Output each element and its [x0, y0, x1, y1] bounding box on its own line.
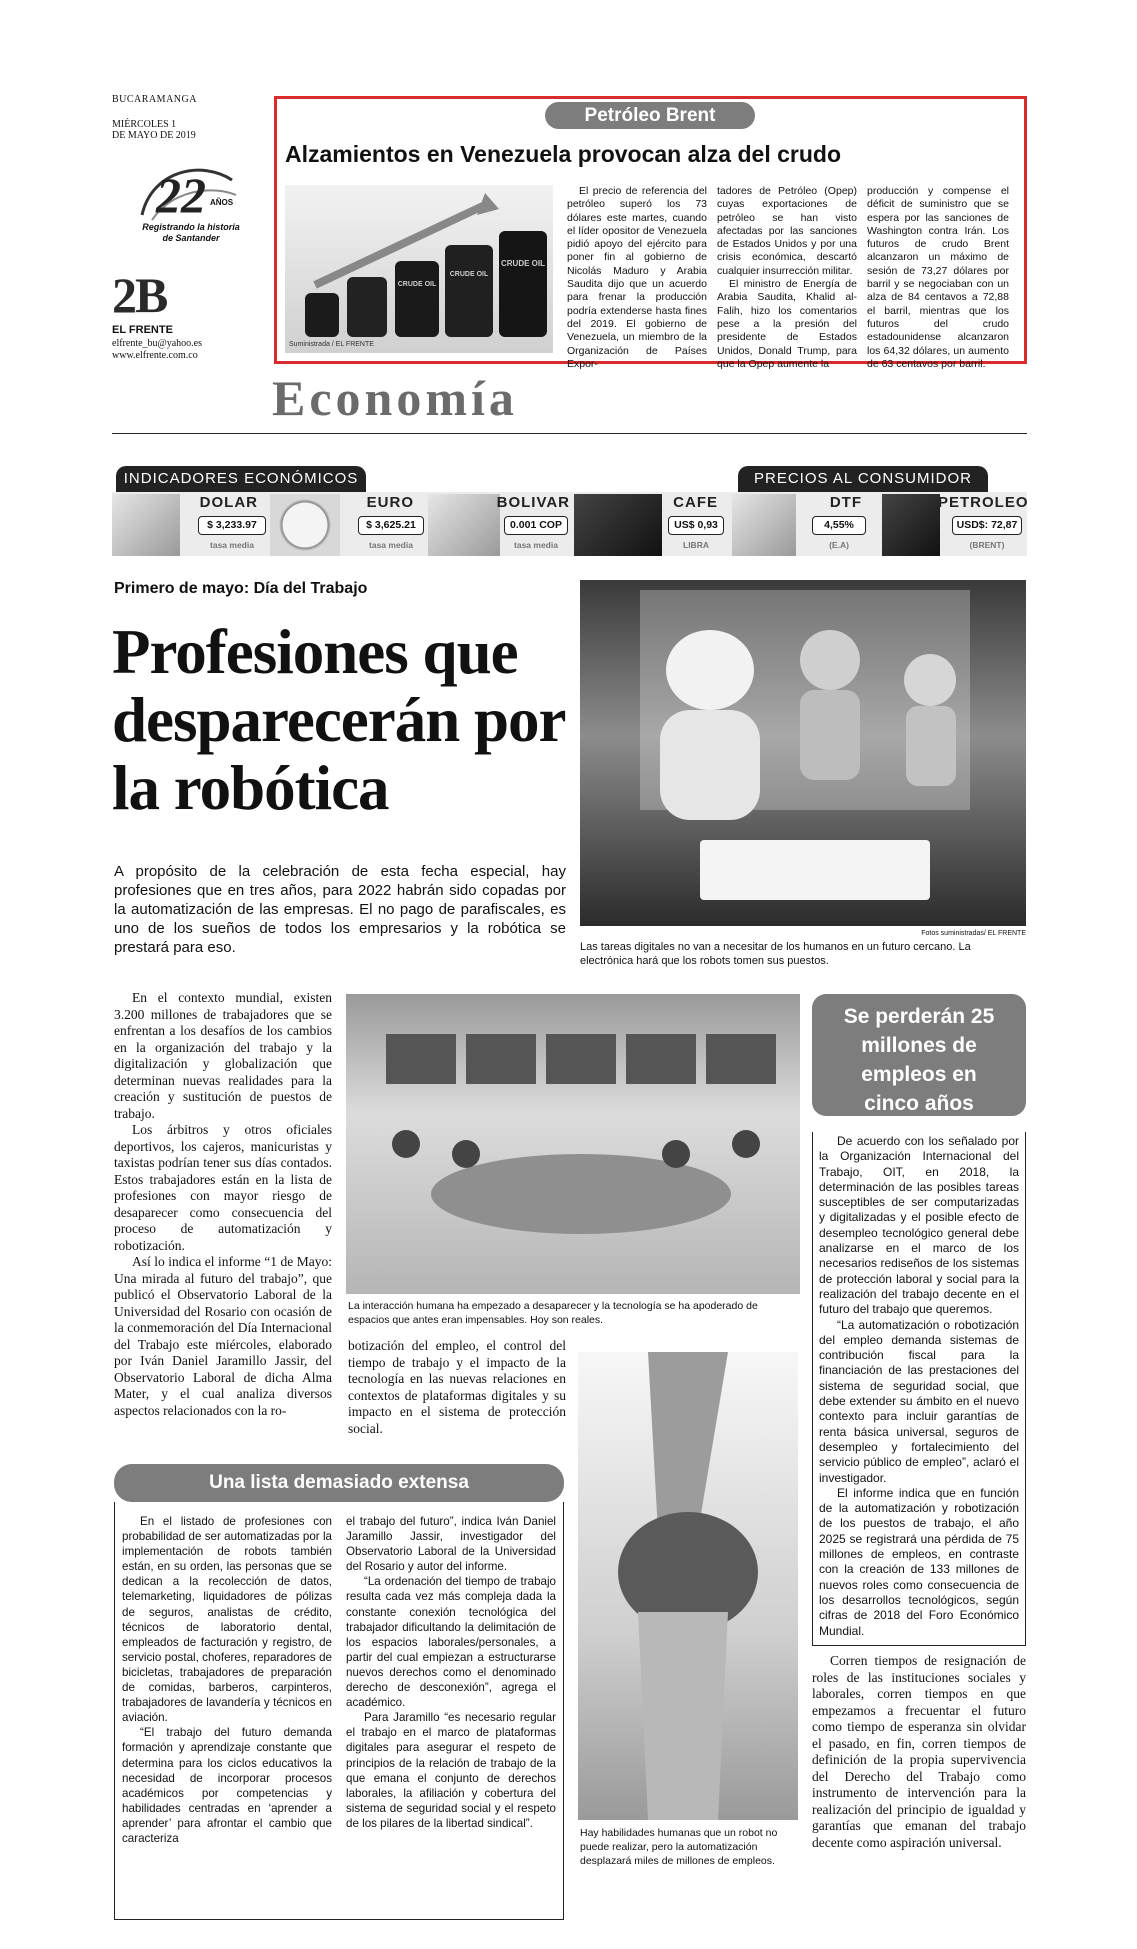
- article-col-2-text: botización del empleo, el control del tiempo de trabajo y el impacto de la tecnología en las nuevas relaciones en contextos de plataformas digitales y su impacto en el sistema de protección social.: [348, 1338, 566, 1436]
- city: BUCARAMANGA: [112, 94, 197, 105]
- handshake-photo: [578, 1352, 798, 1820]
- list-left-p1: En el listado de profesiones con probabilidad de ser automatizadas por la implementación de robots también están, en su orden, las personas que se dedican a la recolección de datos, telemarketing, liquidadores de pólizas de seguros, analistas de crédito, técnicos de laboratorio dental, empleados de facturación y registro, de servicio postal, choferes, reparadores de bicicletas, trabajadores de preparación de comidas, barberos, carpinteros, trabajadores de lavandería y técnicos en aviación.: [122, 1515, 332, 1725]
- coffee-sub: LIBRA: [683, 540, 709, 550]
- article-col-2-continuation: [348, 1338, 566, 1437]
- sidebar-p1: De acuerdo con los señalado por la Organización Internacional del Trabajo, OIT, en 2018, la determinación de las posibles tareas susceptibles de ser computarizadas y digitalizadas y el posible efecto de desempleo tecnológico general debe analizarse en el marco de los necesarios rediseños de los sistemas de protección laboral y social para la realización del trabajo decente en el futuro del trabajo que queremos.: [819, 1134, 1019, 1317]
- anniversary-tag-1: Registrando la historia: [142, 222, 240, 232]
- date-line-2: DE MAYO DE 2019: [112, 130, 196, 141]
- robot-human-handshake-icon: [578, 1352, 798, 1820]
- sidebar-title: Se perderán 25 millones de empleos en cinco años: [812, 994, 1026, 1116]
- brent-headline: Alzamientos en Venezuela provocan alza del crudo: [285, 141, 841, 167]
- dtf-sub: (E.A): [829, 540, 849, 550]
- brent-image-credit: Suministrada / EL FRENTE: [289, 341, 374, 348]
- oil-sub: (BRENT): [969, 540, 1005, 550]
- brent-col-2: [717, 185, 857, 371]
- brent-col-1-text: El precio de referencia del petróleo superó los 73 dólares este martes, cuando el líder opositor de Venezuela pidió apoyo del ejército para poner fin al gobierno de Nicolás Maduro y Arabia Saudita dijo que un acuerdo para frenar la producción podría extenderse hasta fines del 2019. El gobierno de Venezuela, un miembro de la Organización de Países Expor-: [567, 185, 707, 370]
- dollar-label: DOLAR: [199, 494, 258, 511]
- list-box-title: Una lista demasiado extensa: [114, 1464, 564, 1502]
- anniversary-logo: [132, 160, 242, 250]
- kicker: Primero de mayo: Día del Trabajo: [114, 580, 368, 597]
- article-col-1-p3: Así lo indica el informe “1 de Mayo: Una mirada al futuro del trabajo”, que publicó el Observatorio Laboral de la Universidad del Rosario con ocasión de la conmemoración del Día Internacional del Trabajo este miércoles, elaborado por Iván Daniel Jaramillo Jassir, del Observatorio Laboral de dicha Alma Mater, y el cual analiza diversos aspectos relacionados con la ro-: [114, 1254, 332, 1418]
- oil-image: [882, 494, 940, 556]
- brent-col-1: [567, 185, 707, 371]
- sidebar-body: [812, 1132, 1026, 1646]
- robots-photo-credit: Fotos suministradas/ EL FRENTE: [921, 930, 1026, 937]
- bolivar-image: [428, 494, 500, 556]
- euro-sub: tasa media: [369, 540, 413, 550]
- bolivar-sub: tasa media: [514, 540, 558, 550]
- list-left-p2: “El trabajo del futuro demanda formación y aprendizaje constante que determina para los ciclos educativos la necesidad de incorporar procesos académicos por competencias y habilidades centradas en ‘aprender a aprender’ para afrontar el cambio que caracteriza: [122, 1726, 332, 1845]
- brent-image: [285, 185, 553, 353]
- brent-tag: Petróleo Brent: [545, 102, 755, 129]
- bolivar-value: 0.001 COP: [504, 516, 568, 535]
- dollar-image: [112, 494, 180, 556]
- barrel-label-3: CRUDE OIL: [501, 259, 545, 268]
- brent-col-2-p1: tadores de Petróleo (Opep) cuyas exportaciones de petróleo se han visto afectadas por las sanciones de Estados Unidos y por una crisis económica, descartó cualquier insurrección militar.: [717, 185, 857, 277]
- page-number: 2B: [112, 267, 167, 323]
- list-col-right: [346, 1514, 556, 1831]
- brand-website[interactable]: www.elfrente.com.co: [112, 350, 198, 361]
- sidebar-closing: [812, 1653, 1026, 1851]
- list-col-left: [122, 1514, 332, 1846]
- robots-photo-caption: Las tareas digitales no van a necesitar de los humanos en un futuro cercano. La electrónica hará que los robots tomen sus puestos.: [580, 941, 971, 967]
- oil-barrels-chart-icon: [285, 185, 553, 353]
- indicators-right-title: PRECIOS AL CONSUMIDOR: [738, 466, 988, 492]
- list-right-p1: el trabajo del futuro”, indica Iván Daniel Jaramillo Jassir, investigador del Observatorio Laboral de la Universidad del Rosario y autor del informe.: [346, 1515, 556, 1574]
- dollar-sub: tasa media: [210, 540, 254, 550]
- meeting-photo: [346, 994, 800, 1294]
- anniversary-number: 22: [156, 167, 206, 223]
- barrel-label-1: CRUDE OIL: [397, 281, 437, 288]
- oil-label: PETROLEO: [938, 494, 1029, 511]
- brent-col-2-p2: El ministro de Energía de Arabia Saudita, Khalid al-Falih, hizo los comentarios pese a la presión del presidente de Estados Unidos, Donald Trump, para que la Opep aumente la: [717, 278, 857, 370]
- sidebar-p4: Corren tiempos de resignación de roles de las instituciones sociales y laborales, corren tiempos en que empezamos a frecuentar el futuro como tiempo de esperanza sin olvidar el pasado, en fin, corren tiempos de definición de la propia supervivencia del Derecho del Trabajo como instrumento de intervención para la realización del principio de igualdad y garantías que emanan del trabajo decente como aspiración universal.: [812, 1653, 1026, 1850]
- brand-email[interactable]: elfrente_bu@yahoo.es: [112, 338, 203, 349]
- brent-box: [274, 96, 1027, 370]
- coffee-label: CAFE: [673, 494, 718, 511]
- brent-col-3-text: producción y compense el déficit de suministro que se espera por las sanciones de Washington contra Irán. Los futuros de crudo Brent alcanzaron un máximo de sesión de 73,27 dólares por barril y se negociaban con un alza de 84 centavos a 72,88 el barril, mientras que los futuros del crudo estadounidense alcanzaron los 64,32 dólares, un aumento de 63 centavos por barril.: [867, 185, 1009, 370]
- oil-value: USD$: 72,87: [952, 516, 1022, 535]
- handshake-photo-caption: Hay habilidades humanas que un robot no puede realizar, pero la automatización desplazará miles de millones de empleos.: [580, 1827, 778, 1867]
- euro-image: [270, 494, 340, 556]
- anniversary-small: AÑOS: [210, 198, 234, 207]
- indicators-bar: [112, 462, 1027, 556]
- euro-label: EURO: [366, 494, 414, 511]
- euro-value: $ 3,625.21: [358, 516, 424, 535]
- lead-paragraph: A propósito de la celebración de esta fecha especial, hay profesiones que en tres años, para 2022 habrán sido copadas por la automatización de las empresas. El no pago de parafiscales, es uno de los sueños de todos los empresarios y la robótica se prestará para eso.: [114, 863, 566, 956]
- meeting-photo-caption: La interacción humana ha empezado a desaparecer y la tecnología se ha apoderado de espacios que antes eran impensables. Hoy son reales.: [348, 1300, 758, 1326]
- indicators-left-title: INDICADORES ECONÓMICOS: [116, 466, 366, 492]
- dtf-image: [732, 494, 796, 556]
- article-col-1-p1: En el contexto mundial, existen 3.200 millones de trabajadores que se enfrentan a los desafíos de los cambios en la organización del trabajo y la digitalización y globalización que determinan nuevas realidades para la creación y sustitución de puestos de trabajo.: [114, 990, 332, 1121]
- list-right-p2: “La ordenación del tiempo de trabajo resulta cada vez más compleja dada la constante conexión tecnológica del trabajador dificultando la delimitación de los espacios laborales/personales, a partir del cual empiezan a estructurarse nuevos derechos como el denominado derecho de desconexión”, agrega el académico.: [346, 1575, 556, 1710]
- coffee-image: [574, 494, 662, 556]
- robots-illustration-icon: [580, 580, 1026, 926]
- video-conference-illustration-icon: [346, 994, 800, 1294]
- sidebar-p3: El informe indica que en función de la automatización y robotización de los puestos de trabajo, el año 2025 se registrará una pérdida de 75 millones de empleos, en contraste con la creación de 133 millones de nuevos roles como consecuencia de los desarrollos tecnológicos, según cifras de 2018 del Foro Económico Mundial.: [819, 1485, 1019, 1638]
- section-rule: [112, 433, 1027, 434]
- barrel-label-2: CRUDE OIL: [449, 271, 489, 278]
- date-line-1: MIÉRCOLES 1: [112, 119, 177, 130]
- coffee-value: US$ 0,93: [668, 516, 724, 535]
- anniversary-tag-2: de Santander: [162, 233, 220, 243]
- dtf-value: 4,55%: [812, 516, 866, 535]
- masthead: [112, 94, 262, 364]
- brand-name: EL FRENTE: [112, 324, 173, 336]
- sidebar-p2: “La automatización o robotización del empleo demanda sistemas de contribución fiscal para la financiación de las prestaciones del sistema de seguridad social, que debe extender su ámbito en el nuevo contexto para incluir garantías de renta básica universal, seguros de desempleo y fortalecimiento del servicio público de empleo”, aclaró el investigador.: [819, 1317, 1019, 1485]
- dollar-value: $ 3,233.97: [198, 516, 266, 535]
- dtf-label: DTF: [829, 494, 862, 511]
- headline: Profesiones que desparecerán por la robótica: [112, 617, 565, 823]
- article-col-1-p2: Los árbitros y otros oficiales deportivos, los cajeros, manicuristas y taxistas podrían tener sus días contados. Estos trabajadores están en la lista de profesiones con mayor riesgo de desaparecer como consecuencia del proceso de automatización y robotización.: [114, 1122, 332, 1253]
- bolivar-label: BOLIVAR: [496, 494, 570, 511]
- robots-photo: [580, 580, 1026, 926]
- brent-col-3: [867, 185, 1009, 371]
- section-title: Economía: [272, 370, 518, 426]
- list-right-p3: Para Jaramillo “es necesario regular el trabajo en el marco de plataformas digitales para asegurar el respeto de principios de la relación de trabajo de la que emana el conjunto de derechos laborales, la afiliación y cobertura del sistema de seguridad social y el respeto de los pilares de la libertad sindical”.: [346, 1711, 556, 1830]
- article-col-1: [114, 990, 332, 1419]
